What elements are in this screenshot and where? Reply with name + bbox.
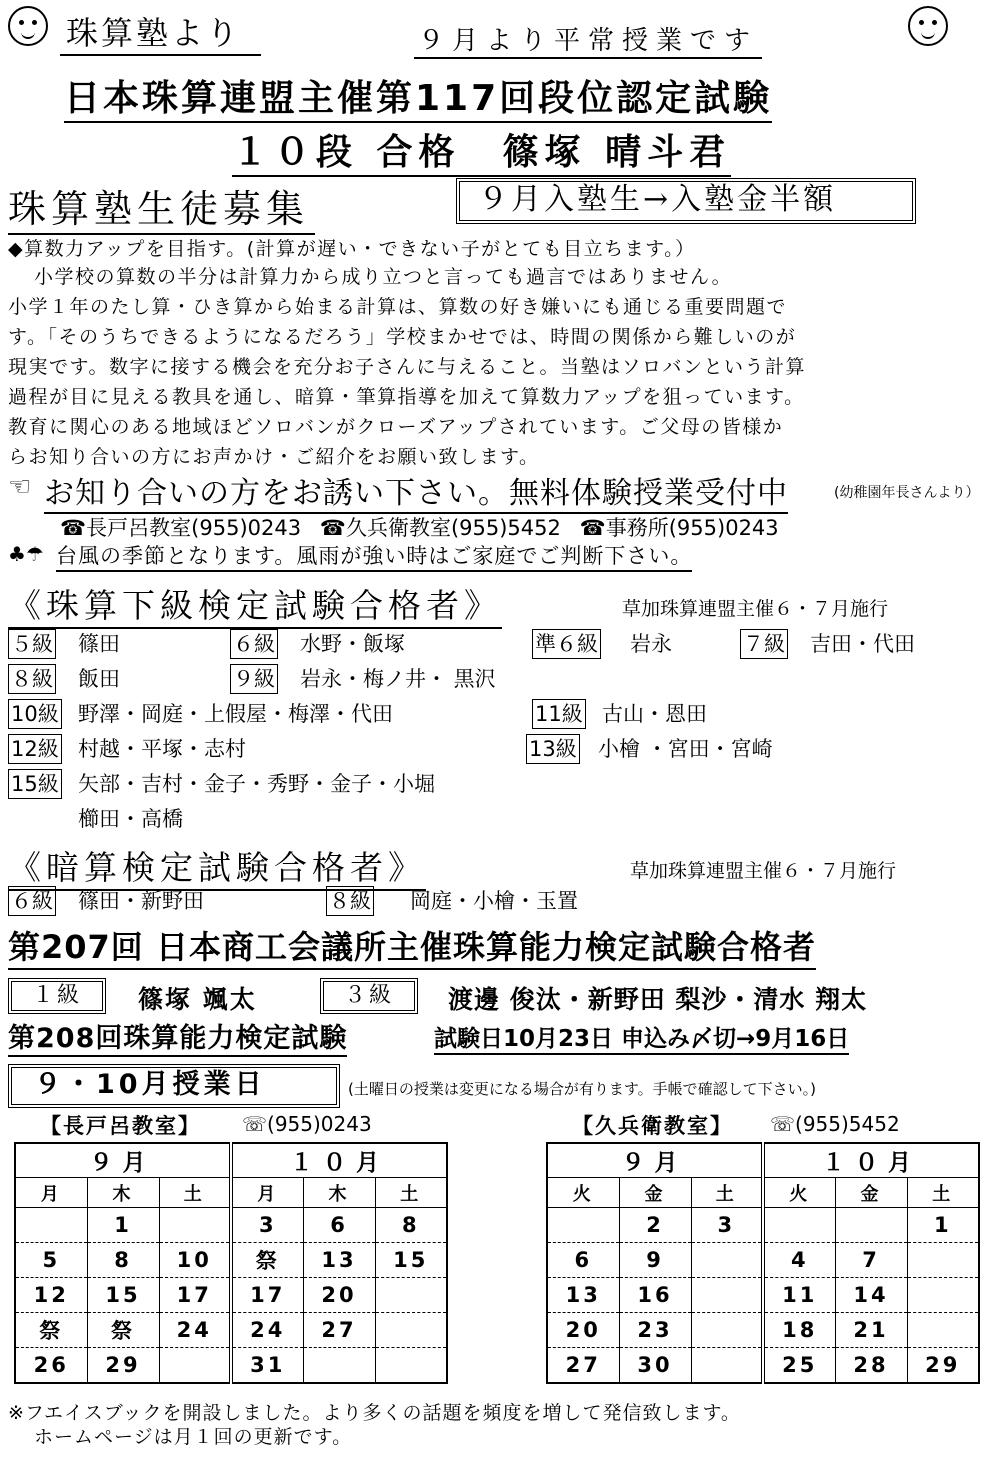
grade-label: ６級 <box>8 886 56 916</box>
next-exam-info: 試験日10月23日 申込み〆切→9月16日 <box>434 1020 849 1055</box>
lower-exam-organizer: 草加珠算連盟主催６・７月施行 <box>622 598 889 620</box>
lower-exam-row <box>8 628 988 660</box>
date-cell: 7 <box>835 1243 907 1278</box>
date-cell: 27 <box>547 1348 619 1383</box>
date-cell: 13 <box>303 1243 375 1278</box>
passer-names: 篠田・新野田 <box>78 889 204 913</box>
date-cell: 1 <box>87 1208 159 1243</box>
date-cell: 28 <box>835 1348 907 1383</box>
recruit-offer-box: ９月入塾生→入塾金半額 <box>456 178 916 224</box>
grade-label: 13級 <box>526 734 580 764</box>
date-cell: 5 <box>15 1243 87 1278</box>
next-exam-title: 第208回珠算能力検定試験 <box>8 1016 347 1057</box>
date-cell: 13 <box>547 1278 619 1313</box>
month-header: ９月 <box>547 1143 763 1178</box>
grade-label: ８級 <box>8 664 56 694</box>
date-cell: 20 <box>547 1313 619 1348</box>
grade-label: 11級 <box>532 699 586 729</box>
weekday-header: 土 <box>375 1178 447 1208</box>
weekday-header: 火 <box>763 1178 835 1208</box>
date-cell: 2 <box>619 1208 691 1243</box>
date-cell <box>691 1278 763 1313</box>
mental-exam-organizer: 草加珠算連盟主催６・７月施行 <box>630 860 897 882</box>
left-class-name: 【長戸呂教室】 <box>40 1114 201 1138</box>
weekday-header: 火 <box>547 1178 619 1208</box>
passer-names: 岩永 <box>630 632 672 656</box>
grade-label-box: ３級 <box>320 978 418 1014</box>
date-cell: 祭 <box>15 1313 87 1348</box>
grade-label-box: １級 <box>8 978 106 1014</box>
left-calendar <box>14 1142 448 1384</box>
weekday-header: 土 <box>907 1178 979 1208</box>
date-cell: 15 <box>375 1243 447 1278</box>
date-cell <box>547 1208 619 1243</box>
phone-icon: ☎ <box>60 516 87 540</box>
date-cell <box>907 1243 979 1278</box>
date-cell: 17 <box>231 1278 303 1313</box>
passer-names: 岡庭・小檜・玉置 <box>410 889 578 913</box>
lower-exam-row <box>8 733 988 765</box>
weekday-header: 土 <box>691 1178 763 1208</box>
date-cell: 12 <box>15 1278 87 1313</box>
date-cell: 24 <box>231 1313 303 1348</box>
date-cell: 24 <box>159 1313 231 1348</box>
date-cell <box>691 1348 763 1383</box>
grade-label: 準６級 <box>532 629 601 659</box>
chamber-exam-title: 第207回 日本商工会議所主催珠算能力検定試験合格者 <box>8 922 816 970</box>
passer-names: 渡邊 俊汰・新野田 梨沙・清水 翔太 <box>448 985 868 1014</box>
date-cell: 6 <box>547 1243 619 1278</box>
weather-icon: ♣☂ <box>8 542 44 566</box>
date-cell: 15 <box>87 1278 159 1313</box>
weekday-header: 金 <box>835 1178 907 1208</box>
schedule-title: ９・10月授業日 <box>8 1064 340 1108</box>
passer-names: 村越・平塚・志村 <box>78 737 246 761</box>
recruit-body-5: 教育に関心のある地域ほどソロバンがクローズアップされています。ご父母の皆様か <box>8 416 784 438</box>
date-cell <box>691 1243 763 1278</box>
date-cell: 3 <box>231 1208 303 1243</box>
invite-note: (幼稚園年長さんより） <box>834 485 980 501</box>
date-cell: 30 <box>619 1348 691 1383</box>
date-cell <box>907 1278 979 1313</box>
date-cell: 29 <box>907 1348 979 1383</box>
recruit-title: 珠算塾生徒募集 <box>8 178 315 235</box>
mental-exam-title: 《暗算検定試験合格者》 <box>8 842 426 891</box>
weekday-header: 金 <box>619 1178 691 1208</box>
passer-names: 岩永・梅ノ井・ 黒沢 <box>300 667 496 691</box>
date-cell: 祭 <box>87 1313 159 1348</box>
grade-label: 15級 <box>8 769 62 799</box>
date-cell: 21 <box>835 1313 907 1348</box>
grade-label: ９級 <box>230 664 278 694</box>
passer-names: 水野・飯塚 <box>300 632 405 656</box>
abacus-child-icon <box>8 6 48 46</box>
contact-nagatoro: 長戸呂教室(955)0243 <box>86 516 302 540</box>
lower-exam-row <box>8 698 988 730</box>
phone-icon: ☎ <box>319 516 346 540</box>
footer-note-2: ホームページは月１回の更新です。 <box>34 1426 353 1448</box>
date-cell: 8 <box>87 1243 159 1278</box>
recruit-body-4: 過程が目に見える教具を通し、暗算・筆算指導を加えて算数力アップを狙っています。 <box>8 386 805 408</box>
date-cell: 4 <box>763 1243 835 1278</box>
lower-exam-title: 《珠算下級検定試験合格者》 <box>8 580 502 629</box>
date-cell: 25 <box>763 1348 835 1383</box>
recruit-body-3: 現実です。数字に接する機会を充分お子さんに与えること。当塾はソロバンという計算 <box>8 356 806 378</box>
date-cell <box>375 1278 447 1313</box>
schedule-note: (土曜日の授業は変更になる場合が有ります。手帳で確認して下さい。) <box>348 1080 817 1098</box>
lower-exam-extra-row <box>8 803 988 835</box>
date-cell: 11 <box>763 1278 835 1313</box>
weekday-header: 月 <box>15 1178 87 1208</box>
date-cell: 17 <box>159 1278 231 1313</box>
date-cell: 6 <box>303 1208 375 1243</box>
phone-icon: ☎ <box>579 516 606 540</box>
header-right-title: ９月より平常授業です <box>414 20 762 59</box>
date-cell: 10 <box>159 1243 231 1278</box>
month-header: １０月 <box>763 1143 979 1178</box>
passer-names: 小檜 ・宮田・宮崎 <box>598 737 773 761</box>
right-calendar <box>546 1142 980 1384</box>
grade-label: ７級 <box>740 629 788 659</box>
lower-exam-row <box>8 768 988 800</box>
exam-result: １０段 合格 篠塚 晴斗君 <box>232 124 731 177</box>
month-header: １０月 <box>231 1143 447 1178</box>
date-cell <box>835 1208 907 1243</box>
weekday-header: 木 <box>303 1178 375 1208</box>
date-cell: 8 <box>375 1208 447 1243</box>
date-cell: 29 <box>87 1348 159 1383</box>
date-cell: 26 <box>15 1348 87 1383</box>
date-cell <box>159 1348 231 1383</box>
weekday-header: 土 <box>159 1178 231 1208</box>
abacus-child-icon <box>908 6 948 46</box>
passer-names: 櫛田・高橋 <box>78 807 183 831</box>
date-cell: 27 <box>303 1313 375 1348</box>
pointing-hand-icon: ☜ <box>8 472 32 502</box>
invite-text: お知り合いの方をお誘い下さい。無料体験授業受付中 <box>44 468 788 514</box>
left-class-tel: ☏(955)0243 <box>242 1112 372 1136</box>
mental-exam-row <box>8 885 988 917</box>
date-cell: 3 <box>691 1208 763 1243</box>
header-left-title: 珠算塾より <box>60 8 261 56</box>
footer-note-1: ※フエイスブックを開設しました。より多くの話題を頻度を増して発信致します。 <box>8 1402 741 1424</box>
recruit-body-6: らお知り合いの方にお声かけ・ご紹介をお願い致します。 <box>8 446 540 468</box>
right-class-tel: ☏(955)5452 <box>770 1112 900 1136</box>
contact-kyubee: 久兵衛教室(955)5452 <box>345 516 561 540</box>
passer-names: 矢部・吉村・金子・秀野・金子・小堀 <box>78 772 435 796</box>
passer-names: 野澤・岡庭・上假屋・梅澤・代田 <box>78 702 393 726</box>
date-cell: 31 <box>231 1348 303 1383</box>
date-cell: 20 <box>303 1278 375 1313</box>
lower-exam-row <box>8 663 988 695</box>
date-cell: 23 <box>619 1313 691 1348</box>
date-cell <box>763 1208 835 1243</box>
recruit-line2: 小学校の算数の半分は計算力から成り立つと言っても過言ではありません。 <box>34 266 733 288</box>
date-cell: 9 <box>619 1243 691 1278</box>
contact-line <box>60 512 779 542</box>
date-cell: 14 <box>835 1278 907 1313</box>
passer-names: 篠塚 颯太 <box>138 985 257 1014</box>
date-cell <box>375 1313 447 1348</box>
recruit-body-2: す。「そのうちできるようになるだろう」学校まかせでは、時間の関係から難しいのが <box>8 326 797 348</box>
grade-label: ６級 <box>230 629 278 659</box>
weekday-header: 木 <box>87 1178 159 1208</box>
recruit-lead: ◆算数力アップを目指す。(計算が遅い・できない子がとても目立ちます。） <box>8 238 696 260</box>
date-cell <box>907 1313 979 1348</box>
passer-names: 古山・恩田 <box>602 702 707 726</box>
date-cell <box>303 1348 375 1383</box>
grade-label: ８級 <box>326 886 374 916</box>
passer-names: 篠田 <box>78 632 120 656</box>
passer-names: 飯田 <box>78 667 120 691</box>
exam-title: 日本珠算連盟主催第117回段位認定試験 <box>64 70 772 123</box>
contact-office: 事務所(955)0243 <box>605 516 779 540</box>
date-cell <box>375 1348 447 1383</box>
month-header: ９月 <box>15 1143 231 1178</box>
weekday-header: 月 <box>231 1178 303 1208</box>
date-cell <box>691 1313 763 1348</box>
date-cell: 祭 <box>231 1243 303 1278</box>
grade-label: 10級 <box>8 699 62 729</box>
date-cell: 18 <box>763 1313 835 1348</box>
typhoon-notice: 台風の季節となります。風雨が強い時はご家庭でご判断下さい。 <box>56 540 692 572</box>
date-cell <box>15 1208 87 1243</box>
grade-label: 12級 <box>8 734 62 764</box>
date-cell: 16 <box>619 1278 691 1313</box>
date-cell: 1 <box>907 1208 979 1243</box>
grade-label: ５級 <box>8 629 56 659</box>
right-class-name: 【久兵衛教室】 <box>572 1114 733 1138</box>
passer-names: 吉田・代田 <box>810 632 915 656</box>
recruit-body-1: 小学１年のたし算・ひき算から始まる計算は、算数の好き嫌いにも通じる重要問題で <box>8 296 788 318</box>
date-cell <box>159 1208 231 1243</box>
